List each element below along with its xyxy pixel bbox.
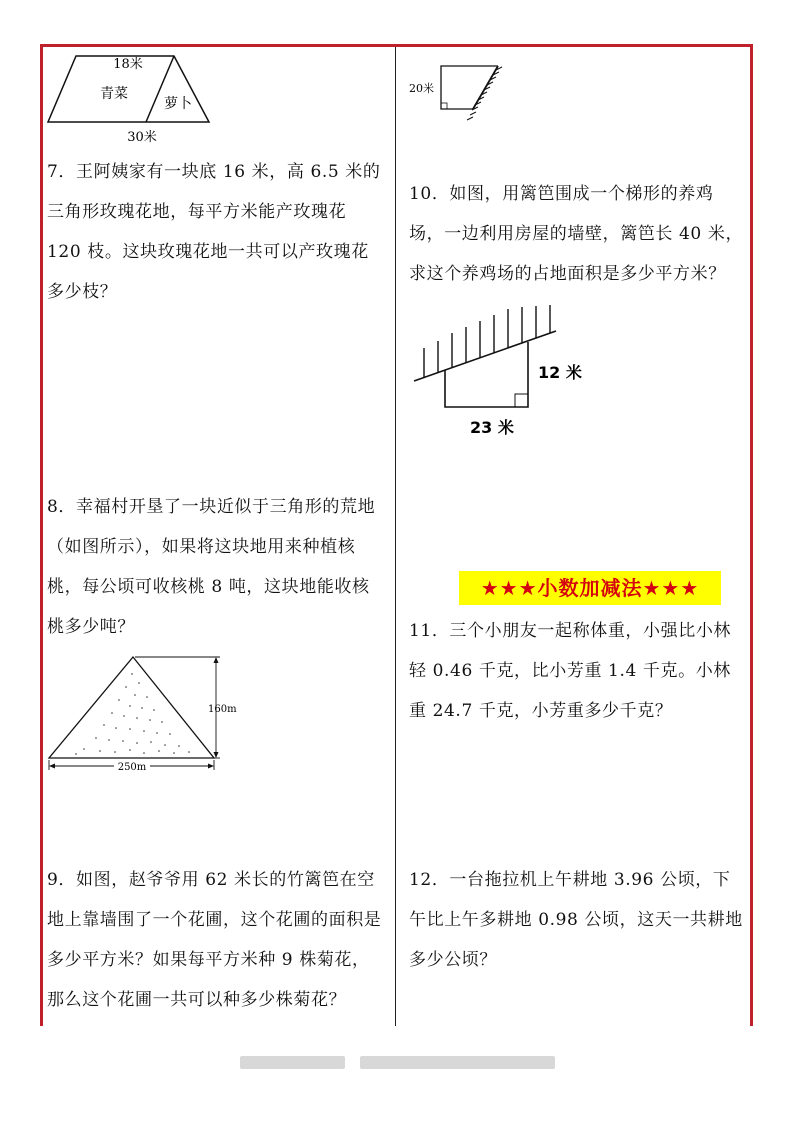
trapezoid-left-region-label: 青菜 bbox=[100, 86, 128, 102]
page-border-right bbox=[750, 44, 753, 1026]
page-border-left bbox=[40, 44, 43, 1026]
trapezoid-field-figure bbox=[44, 50, 219, 146]
question-8: 8．幸福村开垦了一块近似于三角形的荒地（如图所示），如果将这块地用来种植核桃，每公顷可收核桃 8 吨，这块地能收核桃多少吨？ bbox=[47, 497, 376, 637]
wall-garden-side-label: 20米 bbox=[409, 82, 434, 95]
question-7: 7．王阿姨家有一块底 16 米，高 6.5 米的三角形玫瑰花地，每平方米能产玫瑰花 120 枝。这块玫瑰花地一共可以产玫瑰花多少枝？ bbox=[47, 162, 381, 302]
column-divider bbox=[395, 47, 396, 1026]
triangle-base-label: 250m bbox=[117, 762, 147, 773]
section-banner-decimal-add-subtract: ★★★小数加减法★★★ bbox=[459, 571, 721, 605]
question-12: 12．一台拖拉机上午耕地 3.96 公顷，下午比上午多耕地 0.98 公顷，这天一共耕地多少公顷？ bbox=[409, 870, 743, 970]
chicken-farm-height-label: 12 米 bbox=[538, 363, 582, 382]
chicken-farm-figure bbox=[412, 303, 592, 443]
question-10: 10．如图，用篱笆围成一个梯形的养鸡场，一边利用房屋的墙壁，篱笆长 40 米，求这个养鸡场的占地面积是多少平方米？ bbox=[409, 184, 744, 284]
trapezoid-top-label: 18米 bbox=[113, 57, 143, 72]
wall-garden-figure bbox=[405, 58, 505, 128]
triangle-wasteland-figure bbox=[44, 650, 254, 778]
trapezoid-right-region-label: 萝卜 bbox=[164, 96, 192, 112]
page-border-top bbox=[40, 44, 753, 47]
question-11: 11．三个小朋友一起称体重，小强比小林轻 0.46 千克，比小芳重 1.4 千克。小林重 24.7 千克，小芳重多少千克？ bbox=[409, 621, 732, 721]
chicken-farm-base-label: 23 米 bbox=[470, 418, 514, 437]
footer-watermark bbox=[240, 1056, 345, 1069]
footer-watermark bbox=[360, 1056, 555, 1069]
question-9: 9．如图，赵爷爷用 62 米长的竹篱笆在空地上靠墙围了一个花圃，这个花圃的面积是多少平方米？如果每平方米种 9 株菊花，那么这个花圃一共可以种多少株菊花？ bbox=[47, 870, 382, 1010]
triangle-height-label: 160m bbox=[208, 704, 237, 715]
trapezoid-bottom-label: 30米 bbox=[127, 130, 157, 145]
